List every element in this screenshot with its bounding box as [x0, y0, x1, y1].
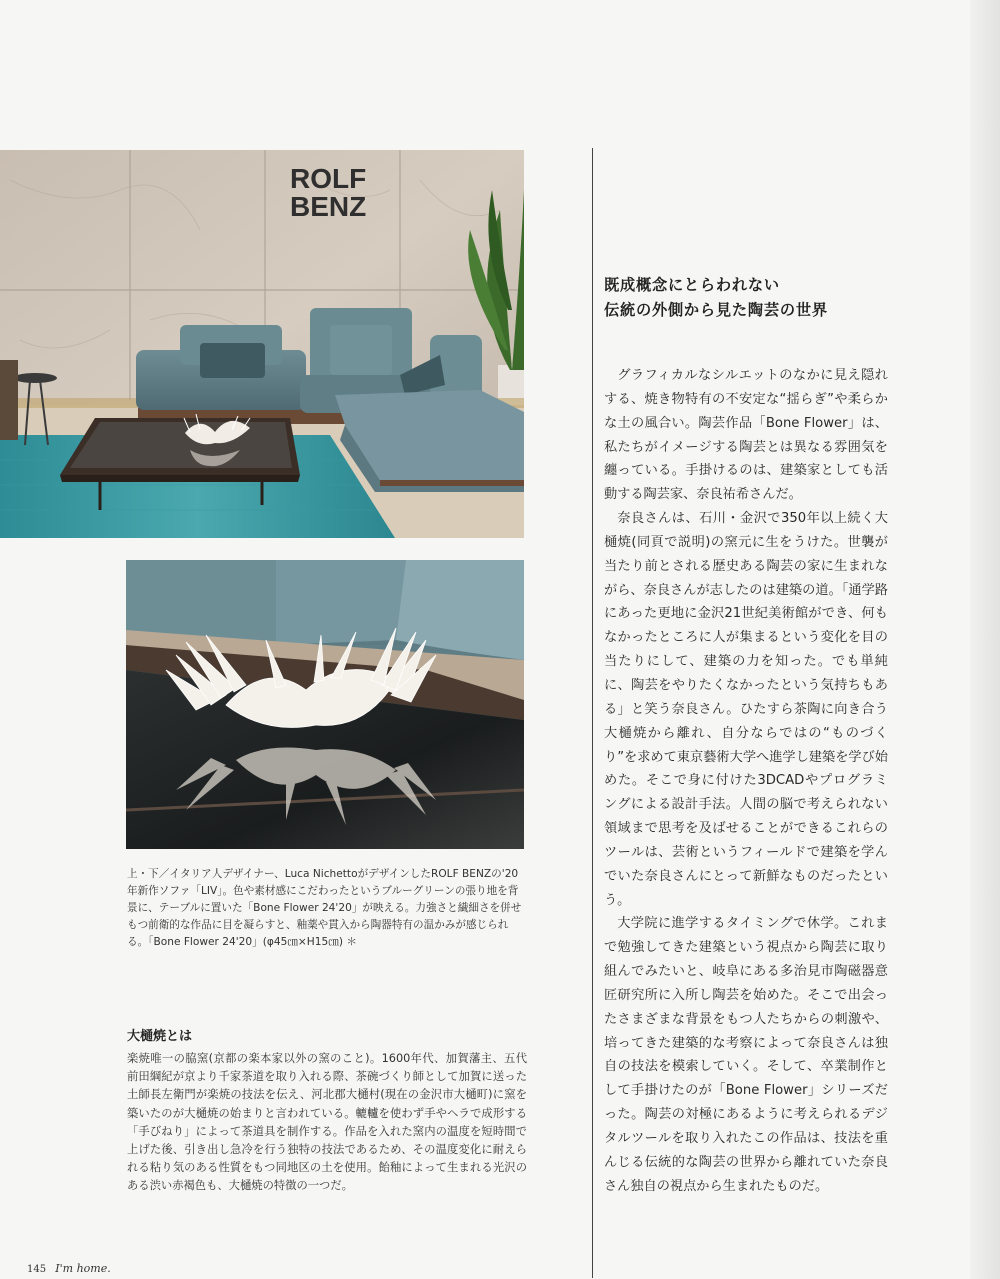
magazine-logo: I'm home. [55, 1262, 111, 1275]
article-heading [604, 273, 904, 323]
heading-line-2: 伝統の外側から見た陶芸の世界 [604, 301, 828, 319]
article-paragraph: グラフィカルなシルエットのなかに見え隠れする、焼き物特有の不安定な“揺らぎ”や柔らかな土の風合い。陶芸作品「Bone Flower」は、私たちがイメージする陶芸とは異なる雰囲気を纏っている。手掛けるのは、建築家としても活動する陶芸家、奈良祐希さんだ。 [604, 368, 888, 503]
column-divider [592, 148, 593, 1278]
sidebox-title: 大樋焼とは [127, 1029, 193, 1044]
showroom-sofa-photo [0, 150, 524, 538]
article-paragraph: 奈良さんは、石川・金沢で350年以上続く大樋焼(同頁で説明)の窯元に生をうけた。世襲が当たり前とされる歴史ある陶芸の家に生まれながら、奈良さんが志したのは建築の道。「通学路にあった更地に金沢21世紀美術館ができ、何もなかったところに人が集まるという変化を目の当たりにして、建築の力を知った。でも単純に、陶芸をやりたくなかったという気持ちもある」と笑う奈良さん。ひたすら茶陶に向き合う大樋焼から離れ、自分ならではの“ものづくり”を求めて東京藝術大学へ進学し建築を学び始めた。そこで身に付けた3DCADやプログラミングによる設計手法。人間の脳で考えられない領域まで思考を及ばせることができるこれらのツールは、芸術というフィールドで建築を学んでいた奈良さんにとって新鮮なものだったという。 [604, 511, 888, 908]
page-number: 145 [27, 1264, 47, 1275]
bone-flower-closeup-photo [126, 560, 524, 849]
photo-caption: 上・下／イタリア人デザイナー、Luca NichettoがデザインしたROLF BENZの'20年新作ソファ「LIV」。色や素材感にこだわったというブルーグリーンの張り地を背景に、テーブルに置いた「Bone Flower 24'20」が映える。力強さと繊細さを併せもつ前衛的な作品に目を凝らすと、釉薬や貫入から陶器特有の温かみが感じられる。「Bone Flower 24'20」(φ45㎝×H15㎝) ＊ [127, 868, 522, 948]
rolf-benz-sign-line1: ROLF [290, 163, 367, 194]
article-body [604, 364, 888, 1199]
article-paragraph: 大学院に進学するタイミングで休学。これまで勉強してきた建築という視点から陶芸に取り組んでみたいと、岐阜にある多治見市陶磁器意匠研究所に入所し陶芸を始めた。そこで出会ったさまざまな背景をもつ人たちからの刺激や、培ってきた建築的な考察によって奈良さんは独自の技法を模索していく。そして、卒業制作として手掛けたのが「Bone Flower」シリーズだった。陶芸の対極にあるように考えられるデジタルツールを取り入れたこの作品は、技法を重んじる伝統的な陶芸の世界から離れていた奈良さん独自の視点から生まれたものだ。 [604, 916, 888, 1194]
sidebox-body: 楽焼唯一の脇窯(京都の楽本家以外の窯のこと)。1600年代、加賀藩主、五代 前田綱紀が京より千家茶道を取り入れる際、茶碗づくり師として加賀に送った土師長左衛門が楽焼の技法を伝え、河北郡大樋村(現在の金沢市大樋町)に窯を築いたのが大樋焼の始まりと言われている。轆轤を使わず手やヘラで成形する「手びねり」によって茶道具を制作する。作品を入れた窯内の温度を短時間で上げた後、引き出し急冷を行う独特の技法であるため、その温度変化に耐えられる粘り気のある性質をもつ同地区の土を使用。飴釉によって生まれる光沢のある渋い赤褐色も、大樋焼の特徴の一つだ。 [127, 1052, 527, 1193]
page-edge-shadow [970, 0, 1000, 1279]
page-footer [27, 1262, 111, 1275]
rolf-benz-sign-line2: BENZ [290, 191, 367, 222]
heading-line-1: 既成概念にとらわれない [604, 276, 780, 294]
